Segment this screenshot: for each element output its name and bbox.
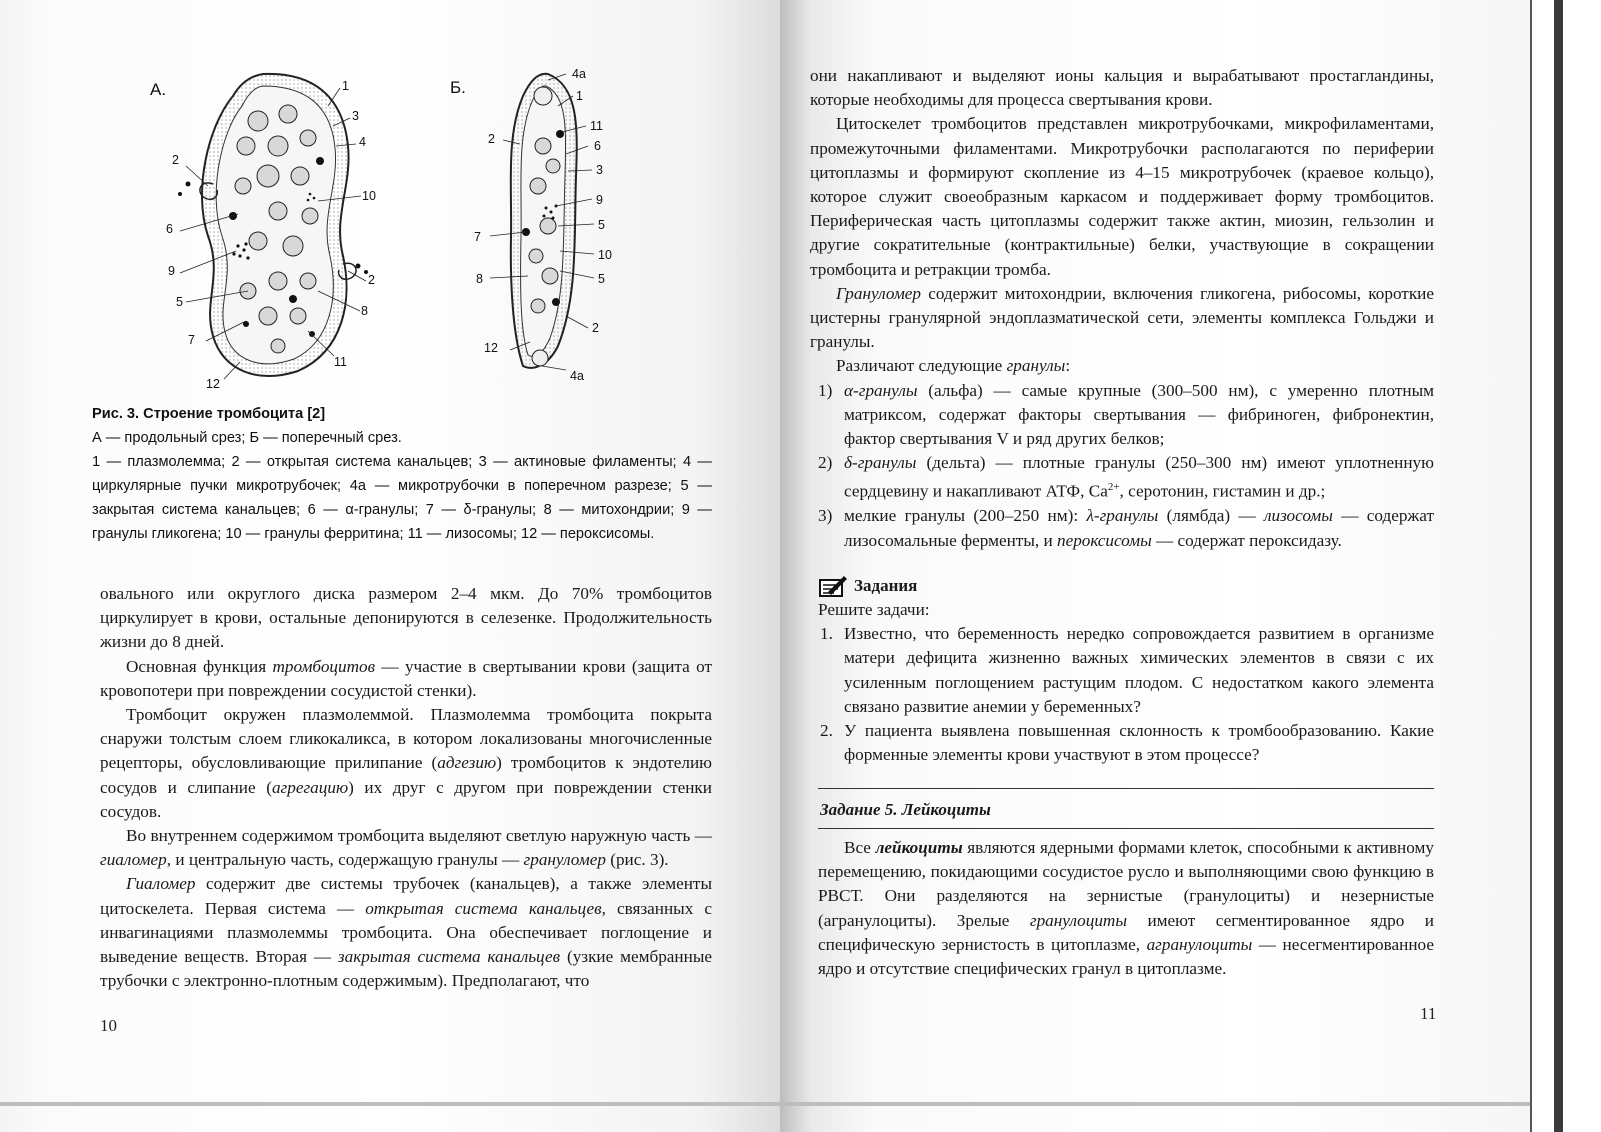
section-title: Задание 5. Лейкоциты	[820, 800, 991, 819]
paragraph: Грануломер содержит митохондрии, включения гликогена, рибосомы, короткие цистерны гранулярной эндоплазматической сети, элементы комплекса Гольджи и гранулы.	[810, 283, 1434, 352]
cell-a-drawing	[178, 74, 368, 379]
figure-label-b: Б.	[450, 78, 466, 97]
tasks-body	[818, 598, 1434, 767]
callout-b: 8	[476, 272, 483, 286]
callout-b: 5	[598, 272, 605, 286]
callout-a: 8	[361, 304, 368, 318]
right-body-text	[810, 64, 1434, 553]
tasks-title: Задания	[854, 576, 918, 595]
callout-b: 3	[596, 163, 603, 177]
callout-a: 9	[168, 264, 175, 278]
paragraph: Все лейкоциты являются ядерными формами клеток, способными к активному перемещению, покидающими сосудистое русло и выполняющими свою функцию в РВСТ. Они разделяются на зернистые (гранулоциты) и незернистые (агранулоциты). Зрелые гранулоциты имеют сегментированное ядро и специфическую зернистость в цитоплазме, агранулоциты — несегментированное ядро и отсутствие специфических гранул в цитоплазме.	[818, 838, 1434, 979]
section-body	[818, 836, 1434, 981]
callout-b: 9	[596, 193, 603, 207]
callout-b: 10	[598, 248, 612, 262]
callout-b: 5	[598, 218, 605, 232]
callout-a: 6	[166, 222, 173, 236]
callout-a: 4	[359, 135, 366, 149]
callout-b: 4а	[572, 67, 586, 81]
figure-label-a: А.	[150, 80, 167, 99]
scanner-edge	[1530, 0, 1601, 1132]
caption-title: Рис. 3. Строение тромбоцита [2]	[92, 406, 326, 422]
section-rule-top	[818, 788, 1434, 789]
callout-b: 7	[474, 230, 481, 244]
callout-a: 12	[206, 377, 220, 391]
callout-b: 2	[488, 132, 495, 146]
page-bottom-edge	[0, 1102, 1530, 1106]
list-item: 2) δ-гранулы (дельта) — плотные гранулы (250–300 нм) имеют уплотненную сердцевину и накапливают АТФ, $Ca^{2+}$, серотонин, гистамин и др.;	[818, 453, 1434, 502]
callout-b: 2	[592, 321, 599, 335]
callout-a: 2	[368, 273, 375, 287]
paragraph: Различают следующие гранулы:	[836, 356, 1071, 376]
cell-b-drawing	[490, 74, 594, 370]
paragraph: они накапливают и выделяют ионы кальция и вырабатывают простагландины, которые необходимы для процесса свертывания крови.	[810, 66, 1434, 110]
tasks-intro: Решите задачи:	[818, 600, 930, 619]
callout-a: 1	[342, 79, 349, 93]
paragraph: Гиаломер содержит две системы трубочек (канальцев), а также элементы цитоскелета. Первая система — открытая система канальцев, связанных с инвагинациями плазмолеммы тромбоцита. Она обеспечивает поглощение и выведение веществ. Вторая — закрытая система канальцев (узкие мембранные трубочки с электронно-плотным содержимым). Предполагают, что	[100, 874, 713, 991]
platelet-figure	[128, 66, 648, 396]
task-item: 1. Известно, что беременность нередко сопровождается развитием в организме матери дефицита жизненно важных химических элементов в связи с их усиленным поглощением растущим плодом. С недостатком какого элемента связано развитие анемии у беременных?	[820, 624, 1434, 716]
callout-a: 7	[188, 333, 195, 347]
platelet-illustration	[128, 66, 648, 396]
section-rule-bottom	[818, 828, 1434, 829]
page-number-left: 10	[100, 1016, 117, 1035]
callout-b: 12	[484, 341, 498, 355]
paragraph: Тромбоцит окружен плазмолеммой. Плазмолемма тромбоцита покрыта снаружи толстым слоем гликокаликса, в котором локализованы многочисленные рецепторы, обусловливающие прилипание (адгезию) тромбоцитов к эндотелию сосудов и слипание (агрегацию) их друг с другом при повреждении стенки сосудов.	[100, 705, 712, 821]
tasks-heading	[818, 574, 917, 598]
figure-caption	[92, 402, 712, 546]
callout-b: 11	[590, 119, 603, 133]
callout-a: 2	[172, 153, 179, 167]
paragraph: Цитоскелет тромбоцитов представлен микротрубочками, микрофиламентами, промежуточными филаментами. Микротрубочки располагаются по периферии цитоплазмы и формируют скопление из 4–15 микротрубочек (краевое кольцо), которое служит своеобразным каркасом и поддерживает форму тромбоцитов. Периферическая часть цитоплазмы содержит также актин, миозин, гельзолин и другие сократительные (контрактильные) белки, участвующие в сокращении тромбоцита и ретракции тромба.	[810, 114, 1434, 279]
list-item: 3) мелкие гранулы (200–250 нм): λ-гранулы (лямбда) — лизосомы — содержат лизосомальные ферменты, и пероксисомы — содержат пероксидазу.	[818, 506, 1435, 550]
paragraph: Во внутреннем содержимом тромбоцита выделяют светлую наружную часть — гиаломер, и центральную часть, содержащую гранулы — грануломер (рис. 3).	[100, 826, 712, 870]
callout-b: 6	[594, 139, 601, 153]
caption-legend: 1 — плазмолемма; 2 — открытая система канальцев; 3 — актиновые филаменты; 4 — циркулярные пучки микротрубочек; 4а — микротрубочки в поперечном разрезе; 5 — закрытая система канальцев; 6 — α-гранулы; 7 — δ-гранулы; 8 — митохондрии; 9 — гранулы гликогена; 10 — гранулы ферритина; 11 — лизосомы; 12 — пероксисомы.	[92, 454, 712, 542]
paragraph: овального или округлого диска размером 2–4 мкм. До 70% тромбоцитов циркулирует в крови, остальные депонируются в селезенке. Продолжительность жизни до 8 дней.	[100, 584, 712, 652]
callout-a: 5	[176, 295, 183, 309]
list-item: 1) α-гранулы (альфа) — самые крупные (300–500 нм), с умеренно плотным матриксом, содержат факторы свертывания — фибриноген, фибронектин, фактор свертывания V и ряд других белков;	[818, 380, 1434, 449]
callout-a: 10	[362, 189, 376, 203]
callout-a: 11	[334, 355, 347, 369]
notebook-pencil-icon	[818, 574, 848, 598]
caption-line: А — продольный срез; Б — поперечный срез.	[92, 430, 402, 446]
callout-b: 4а	[570, 369, 584, 383]
page-number-right: 11	[1420, 1004, 1437, 1023]
paragraph: Основная функция тромбоцитов — участие в свертывании крови (защита от кровопотери при повреждении сосудистой стенки).	[100, 656, 712, 700]
callout-b: 1	[576, 89, 583, 103]
left-body-text	[100, 582, 712, 993]
callout-a: 3	[352, 109, 359, 123]
task-item: 2. У пациента выявлена повышенная склонность к тромбообразованию. Какие форменные элементы крови участвуют в этом процессе?	[820, 721, 1434, 765]
